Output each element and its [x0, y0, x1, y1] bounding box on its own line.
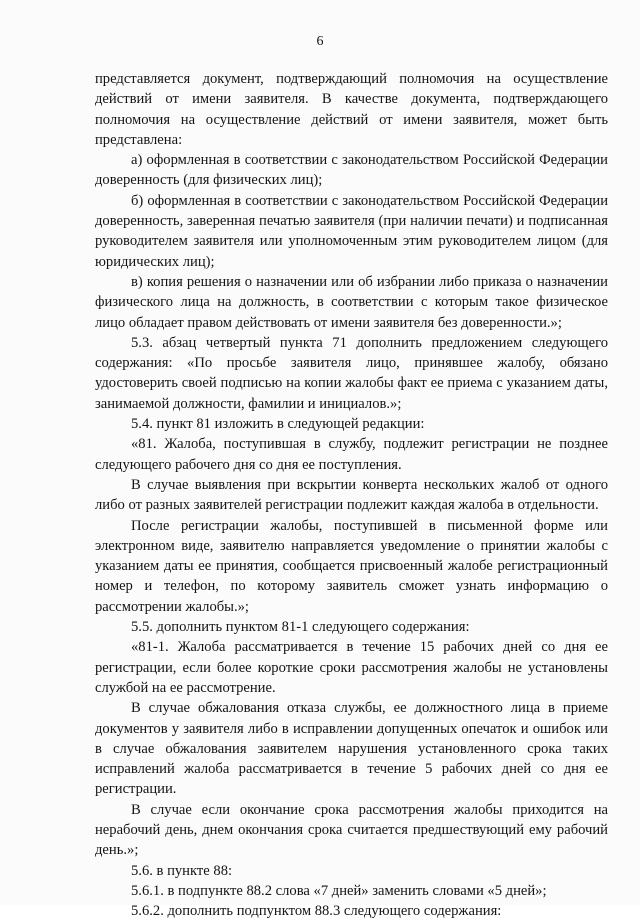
paragraph: представляется документ, подтверждающий полномочия на осуществление действий от имени заявителя. В качестве документа, подтверждающего полномочия на осуществление действий от имени заявителя, может быть представлена:: [95, 71, 608, 148]
paragraph: После регистрации жалобы, поступившей в письменной форме или электронном виде, заявителю направляется уведомление о принятии жалобы с указанием даты ее принятия, сообщается присвоенный жалобе регистрационный номер и телефон, по которому заявитель сможет узнать информацию о рассмотрении жалобы.»;: [95, 517, 608, 615]
paragraph: В случае если окончание срока рассмотрения жалобы приходится на нерабочий день, днем окончания срока считается предшествующий ему рабочий день.»;: [95, 801, 608, 859]
paragraph: 5.6.2. дополнить подпунктом 88.3 следующего содержания:: [131, 903, 502, 920]
paragraph: «81-1. Жалоба рассматривается в течение 15 рабочих дней со дня ее регистрации, если более короткие сроки рассмотрения жалобы не установлены службой на ее рассмотрение.: [95, 639, 608, 696]
paragraph: б) оформленная в соответствии с законодательством Российской Федерации доверенность, заверенная печатью заявителя (при наличии печати) и подписанная руководителем заявителя или уполномоченным этим руководителем лицом (для юридических лиц);: [95, 192, 608, 270]
paragraph: 5.6.1. в подпункте 88.2 слова «7 дней» заменить словами «5 дней»;: [131, 882, 547, 899]
paragraph: 5.3. абзац четвертый пункта 71 дополнить предложением следующего содержания: «По просьбе заявителя лицо, принявшее жалобу, обязано удостоверить своей подписью на копии жалобы факт ее приема с указанием даты, занимаемой должности, фамилии и инициалов.»;: [95, 334, 608, 412]
document-body: [95, 69, 608, 921]
paragraph: «81. Жалоба, поступившая в службу, подлежит регистрации не позднее следующего рабочего дня со дня ее поступления.: [95, 436, 608, 473]
page-number: 6: [316, 34, 324, 49]
paragraph: в) копия решения о назначении или об избрании либо приказа о назначении физического лица на должность, в соответствии с которым такое физическое лицо обладает правом действовать от имени заявителя без доверенности.»;: [95, 273, 608, 331]
paragraph: 5.6. в пункте 88:: [131, 862, 233, 879]
paragraph: 5.5. дополнить пунктом 81-1 следующего содержания:: [131, 619, 470, 636]
paragraph: В случае обжалования отказа службы, ее должностного лица в приеме документов у заявителя либо в исправлении допущенных опечаток и ошибок или в случае обжалования заявителем нарушения установленного срока таких исправлений жалоба рассматривается в течение 5 рабочих дней со дня ее регистрации.: [95, 700, 608, 798]
paragraph: а) оформленная в соответствии с законодательством Российской Федерации доверенность (для физических лиц);: [95, 152, 608, 189]
paragraph: 5.4. пункт 81 изложить в следующей редакции:: [131, 416, 425, 433]
paragraph: В случае выявления при вскрытии конверта нескольких жалоб от одного либо от разных заявителей регистрации подлежит каждая жалоба в отдельности.: [95, 476, 608, 514]
